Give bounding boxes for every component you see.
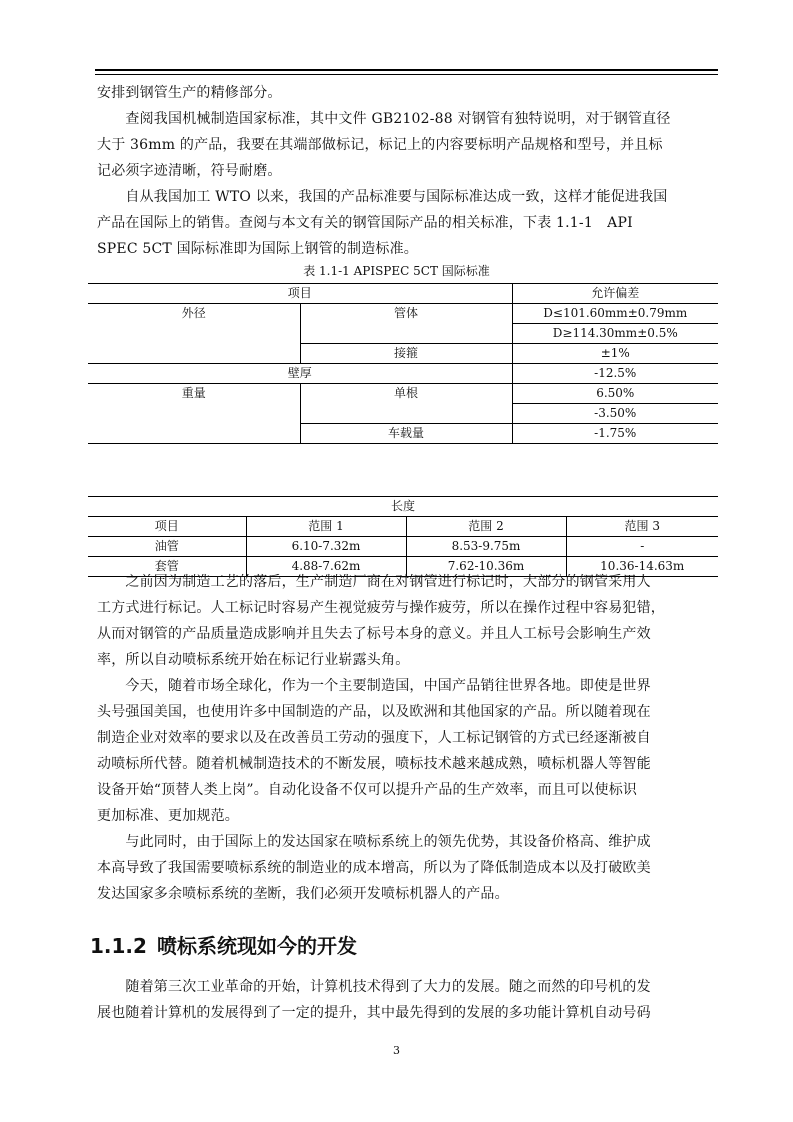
casing-cell: 4.88-7.62m bbox=[246, 557, 406, 577]
text-line: 今天，随着市场全球化，作为一个主要制造国，中国产品销往世界各地。即使是世界 bbox=[97, 678, 651, 694]
header-tolerance-cell: 允许偏差 bbox=[512, 284, 718, 304]
header-rule-thick bbox=[95, 69, 718, 71]
length-cell: 长度 bbox=[88, 497, 718, 517]
length-header-cell: 范围 2 bbox=[406, 517, 566, 537]
text-line: 工方式进行标记。人工标记时容易产生视觉疲劳与操作疲劳，所以在操作过程中容易犯错， bbox=[97, 600, 665, 616]
text-line: 查阅我国机械制造国家标准，其中文件 GB2102-88 对钢管有独特说明，对于钢管直径 bbox=[97, 111, 671, 127]
text-line: 展也随着计算机的发展得到了一定的提升，其中最先得到的发展的多功能计算机自动号码 bbox=[97, 1005, 651, 1021]
paragraph-0 bbox=[97, 80, 717, 106]
tolerance-cell: -3.50% bbox=[512, 404, 718, 424]
table-row bbox=[88, 304, 718, 324]
text-line: 动喷标所代替。随着机械制造技术的不断发展，喷标技术越来越成熟，喷标机器人等智能 bbox=[97, 756, 651, 772]
casing-cell: 7.62-10.36m bbox=[406, 557, 566, 577]
text-line: SPEC 5CT 国际标准即为国际上钢管的制造标准。 bbox=[97, 241, 418, 257]
text-line: 设备开始“顶替人类上岗”。自动化设备不仅可以提升产品的生产效率，而且可以使标识 bbox=[97, 782, 638, 798]
tolerance-cell: -12.5% bbox=[512, 364, 718, 384]
tubing-cell: 油管 bbox=[88, 537, 246, 557]
text-line: 大于 36mm 的产品，我要在其端部做标记，标记上的内容要标明产品规格和型号，并且标 bbox=[97, 137, 663, 153]
tolerance-cell: 6.50% bbox=[512, 384, 718, 404]
table-row bbox=[88, 364, 718, 384]
tolerance-cell: D≥114.30mm±0.5% bbox=[512, 324, 718, 344]
length-header-cell: 范围 3 bbox=[566, 517, 718, 537]
text-line: 头号强国美国，也使用许多中国制造的产品，以及欧洲和其他国家的产品。所以随着现在 bbox=[97, 704, 651, 720]
length-header-cell: 项目 bbox=[88, 517, 246, 537]
paragraph-1 bbox=[97, 106, 717, 184]
pipe-body-cell: 管体 bbox=[300, 304, 512, 344]
tolerance-cell: ±1% bbox=[512, 344, 718, 364]
text-line: 记必须字迹清晰，符号耐磨。 bbox=[97, 163, 282, 179]
text-line: 率，所以自动喷标系统开始在标记行业崭露头角。 bbox=[97, 652, 410, 668]
header-rule-thin bbox=[95, 74, 718, 75]
carload-cell: 车载量 bbox=[300, 424, 512, 444]
table-row bbox=[88, 517, 718, 537]
table-caption: 表 1.1-1 APISPEC 5CT 国际标准 bbox=[303, 264, 490, 278]
table-row bbox=[88, 384, 718, 404]
text-line: 更加标准、更加规范。 bbox=[97, 808, 239, 824]
text-line: 安排到钢管生产的精修部分。 bbox=[97, 85, 282, 101]
section-title: 喷标系统现如今的开发 bbox=[156, 934, 357, 958]
text-line: 自从我国加工 WTO 以来，我国的产品标准要与国际标准达成一致，这样才能促进我国 bbox=[97, 189, 668, 205]
spec-table bbox=[88, 283, 718, 444]
paragraph-5 bbox=[97, 829, 717, 907]
tolerance-cell: -1.75% bbox=[512, 424, 718, 444]
text-line: 从而对钢管的产品质量造成影响并且失去了标号本身的意义。并且人工标号会影响生产效 bbox=[97, 626, 651, 642]
text-line: 随着第三次工业革命的开始，计算机技术得到了大力的发展。随之而然的印号机的发 bbox=[97, 979, 651, 995]
casing-cell: 套管 bbox=[88, 557, 246, 577]
text-line: 发达国家多余喷标系统的垄断，我们必须开发喷标机器人的产品。 bbox=[97, 886, 509, 902]
text-line: 本高导致了我国需要喷标系统的制造业的成本增高，所以为了降低制造成本以及打破欧美 bbox=[97, 860, 651, 876]
length-table bbox=[88, 496, 718, 577]
text-line: 产品在国际上的销售。查阅与本文有关的钢管国际产品的相关标准，下表 1.1-1 API bbox=[97, 215, 633, 231]
length-header-cell: 范围 1 bbox=[246, 517, 406, 537]
text-line: 制造企业对效率的要求以及在改善员工劳动的强度下，人工标记钢管的方式已经逐渐被自 bbox=[97, 730, 651, 746]
casing-cell: 10.36-14.63m bbox=[566, 557, 718, 577]
page-number: 3 bbox=[393, 1044, 400, 1057]
section-number: 1.1.2 bbox=[90, 934, 147, 958]
single-cell: 单根 bbox=[300, 384, 512, 424]
coupling-cell: 接箍 bbox=[300, 344, 512, 364]
tubing-cell: 6.10-7.32m bbox=[246, 537, 406, 557]
outer-diameter-cell: 外径 bbox=[88, 304, 300, 364]
paragraph-4 bbox=[97, 673, 717, 829]
table-row bbox=[88, 537, 718, 557]
paragraph-3 bbox=[97, 569, 717, 673]
section-heading bbox=[90, 932, 357, 960]
weight-cell: 重量 bbox=[88, 384, 300, 444]
tubing-cell: 8.53-9.75m bbox=[406, 537, 566, 557]
text-line: 与此同时，由于国际上的发达国家在喷标系统上的领先优势，其设备价格高、维护成 bbox=[97, 834, 651, 850]
table-row bbox=[88, 284, 718, 304]
tolerance-cell: D≤101.60mm±0.79mm bbox=[512, 304, 718, 324]
paragraph-2 bbox=[97, 184, 717, 262]
tubing-cell: - bbox=[566, 537, 718, 557]
paragraph-6 bbox=[97, 974, 717, 1026]
header-item-cell: 项目 bbox=[88, 284, 512, 304]
table-row bbox=[88, 497, 718, 517]
wall-thickness-cell: 壁厚 bbox=[88, 364, 512, 384]
text-line: 之前因为制造工艺的落后，生产制造厂商在对钢管进行标记时，大部分的钢管采用人 bbox=[97, 574, 651, 590]
